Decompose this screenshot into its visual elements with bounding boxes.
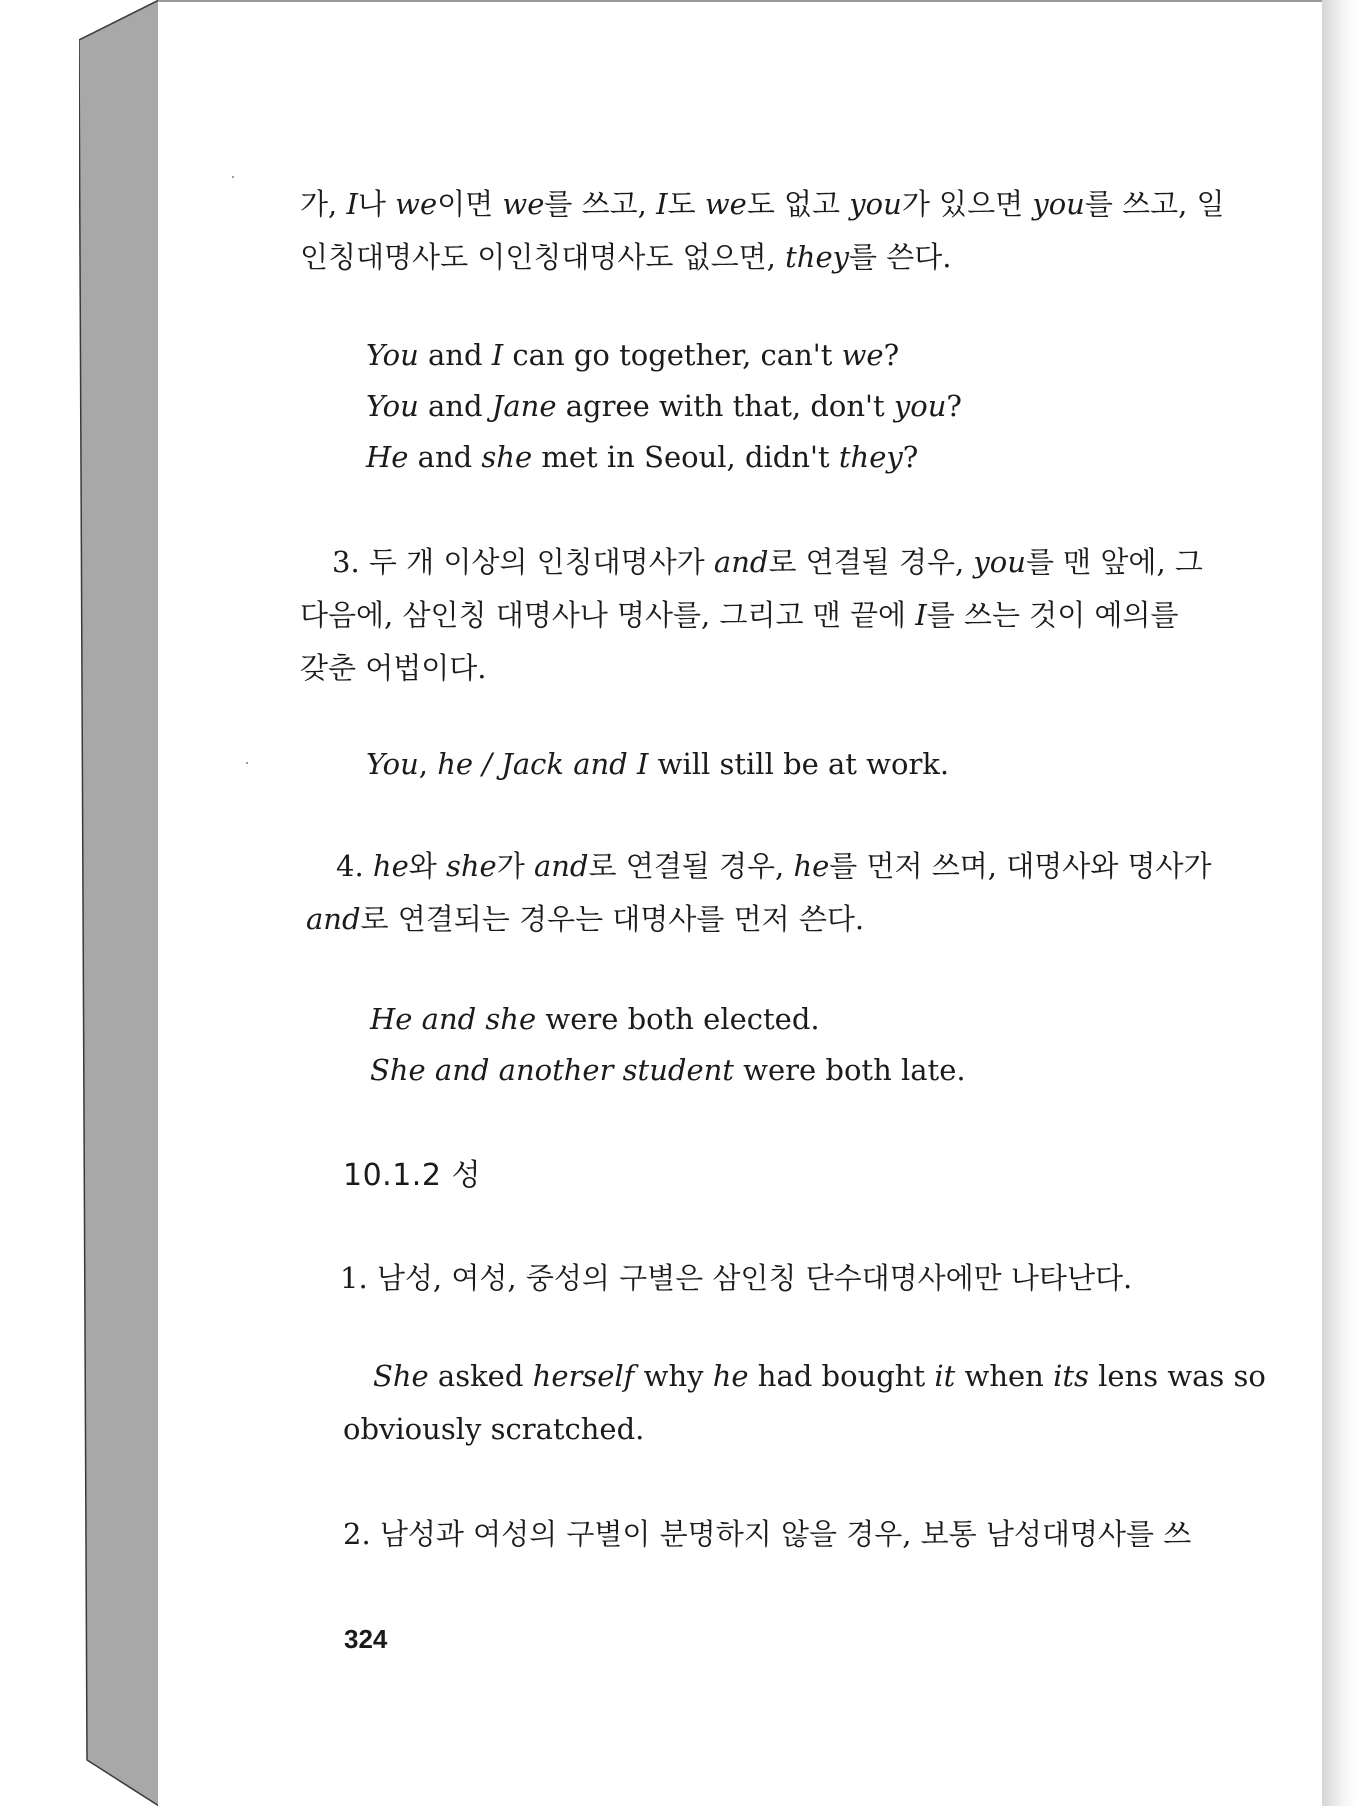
italic-text: we	[502, 187, 545, 221]
italic-text: herself	[532, 1359, 635, 1393]
italic-text: we	[704, 187, 747, 221]
italic-text: they	[785, 240, 849, 274]
text: 를 맨 앞에, 그	[1025, 545, 1203, 579]
text: 2. 남성과 여성의 구별이 분명하지 않을 경우, 보통 남성대명사를 쓰	[343, 1517, 1192, 1551]
text: 갖춘 어법이다.	[300, 651, 487, 685]
italic-text: you	[1032, 187, 1085, 221]
italic-text: he	[793, 849, 830, 883]
italic-text: and	[533, 849, 589, 883]
italic-text: She and another student	[370, 1053, 734, 1087]
example-group	[370, 994, 1300, 1096]
text: 3. 두 개 이상의 인칭대명사가	[332, 545, 714, 579]
example-group	[366, 738, 1296, 791]
example-group	[343, 1350, 1273, 1456]
text: ?	[946, 389, 962, 423]
text: met in Seoul, didn't	[532, 440, 839, 474]
section-heading: 10.1.2 성	[343, 1158, 481, 1193]
paragraph-line	[300, 231, 1230, 284]
text: will still be at work.	[648, 747, 950, 781]
text: 가 있으면	[901, 187, 1033, 221]
text: 를 먼저 쓰며, 대명사와 명사가	[829, 849, 1212, 883]
text: why	[634, 1359, 713, 1393]
text: 로 연결될 경우,	[588, 849, 794, 883]
italic-text: You	[366, 389, 419, 423]
numbered-rule-3	[300, 536, 1230, 695]
text: and	[418, 389, 492, 423]
italic-text: and	[713, 545, 769, 579]
text: 나	[357, 187, 396, 221]
book-side	[79, 0, 159, 1806]
text: asked	[428, 1359, 533, 1393]
italic-text: he	[712, 1359, 749, 1393]
text: 를 쓰고,	[544, 187, 657, 221]
example-sentence	[366, 738, 1296, 791]
italic-text: He and she	[370, 1002, 537, 1036]
example-sentence	[370, 994, 1300, 1045]
text: 1. 남성, 여성, 중성의 구별은 삼인칭 단수대명사에만 나타난다.	[340, 1261, 1133, 1295]
italic-text: I	[491, 338, 504, 372]
text: 와	[408, 849, 446, 883]
italic-text: He	[366, 440, 409, 474]
italic-text: she	[445, 849, 497, 883]
text: 인칭대명사도 이인칭대명사도 없으면,	[300, 240, 786, 274]
example-sentence	[366, 381, 1296, 432]
italic-text: its	[1053, 1359, 1089, 1393]
example-sentence	[343, 1350, 1273, 1403]
paragraph-line	[300, 589, 1230, 642]
text: can go together, can't	[503, 338, 842, 372]
text: ?	[902, 440, 919, 474]
text: 이면	[437, 187, 503, 221]
scan-speck	[246, 762, 248, 764]
text: 가	[496, 849, 534, 883]
italic-text: You	[366, 747, 419, 781]
text: 를 쓰고, 일	[1084, 187, 1225, 221]
italic-text: She	[373, 1359, 429, 1393]
text: 도 없고	[746, 187, 850, 221]
text: 다음에, 삼인칭 대명사나 명사를, 그리고 맨 끝에	[300, 598, 916, 632]
paragraph-line	[300, 642, 1230, 695]
paragraph-line	[300, 536, 1230, 589]
example-sentence	[370, 1045, 1300, 1096]
scan-speck	[232, 176, 234, 178]
paragraph-line	[300, 840, 1230, 893]
text: were both late.	[733, 1053, 966, 1087]
numbered-rule-4	[300, 840, 1230, 946]
page-edge-shadow	[1322, 0, 1357, 1806]
italic-text: you	[893, 389, 947, 423]
text: 로 연결되는 경우는 대명사를 먼저 쓴다.	[360, 902, 865, 936]
paragraph-continued	[300, 178, 1230, 284]
text: when	[955, 1359, 1054, 1393]
italic-text: we	[841, 338, 884, 372]
text: and	[418, 338, 492, 372]
italic-text: they	[838, 440, 903, 474]
italic-text: he / Jack and I	[437, 747, 649, 781]
text: 를 쓴다.	[849, 240, 952, 274]
text: 가,	[300, 187, 347, 221]
paragraph-line	[300, 893, 1230, 946]
text: lens was so	[1088, 1359, 1266, 1393]
example-sentence	[366, 330, 1296, 381]
text: 로 연결될 경우,	[768, 545, 974, 579]
italic-text: you	[973, 545, 1026, 579]
text: were both elected.	[536, 1002, 820, 1036]
italic-text: Jane	[491, 389, 557, 423]
text: ,	[418, 747, 438, 781]
italic-text: she	[481, 440, 533, 474]
text: 4.	[336, 849, 373, 883]
paragraph-line	[340, 1252, 1270, 1305]
text: 도	[667, 187, 705, 221]
page-number: 324	[344, 1624, 388, 1654]
example-group	[366, 330, 1296, 483]
numbered-rule-1	[340, 1252, 1270, 1305]
italic-text: and	[306, 902, 361, 936]
text: had bought	[748, 1359, 935, 1393]
italic-text: it	[934, 1359, 956, 1393]
italic-text: I	[656, 187, 668, 221]
example-sentence	[366, 432, 1296, 483]
text: obviously scratched.	[343, 1412, 645, 1446]
italic-text: he	[372, 849, 409, 883]
text: 를 쓰는 것이 예의를	[926, 598, 1179, 632]
example-sentence	[343, 1403, 1273, 1456]
text: ?	[883, 338, 900, 372]
paragraph-line	[343, 1508, 1273, 1561]
italic-text: you	[849, 187, 902, 221]
italic-text: I	[346, 187, 358, 221]
italic-text: You	[366, 338, 419, 372]
italic-text: we	[395, 187, 438, 221]
italic-text: I	[915, 598, 927, 632]
numbered-rule-2	[343, 1508, 1273, 1561]
paragraph-line	[300, 178, 1230, 231]
text: and	[408, 440, 482, 474]
text: agree with that, don't	[556, 389, 894, 423]
